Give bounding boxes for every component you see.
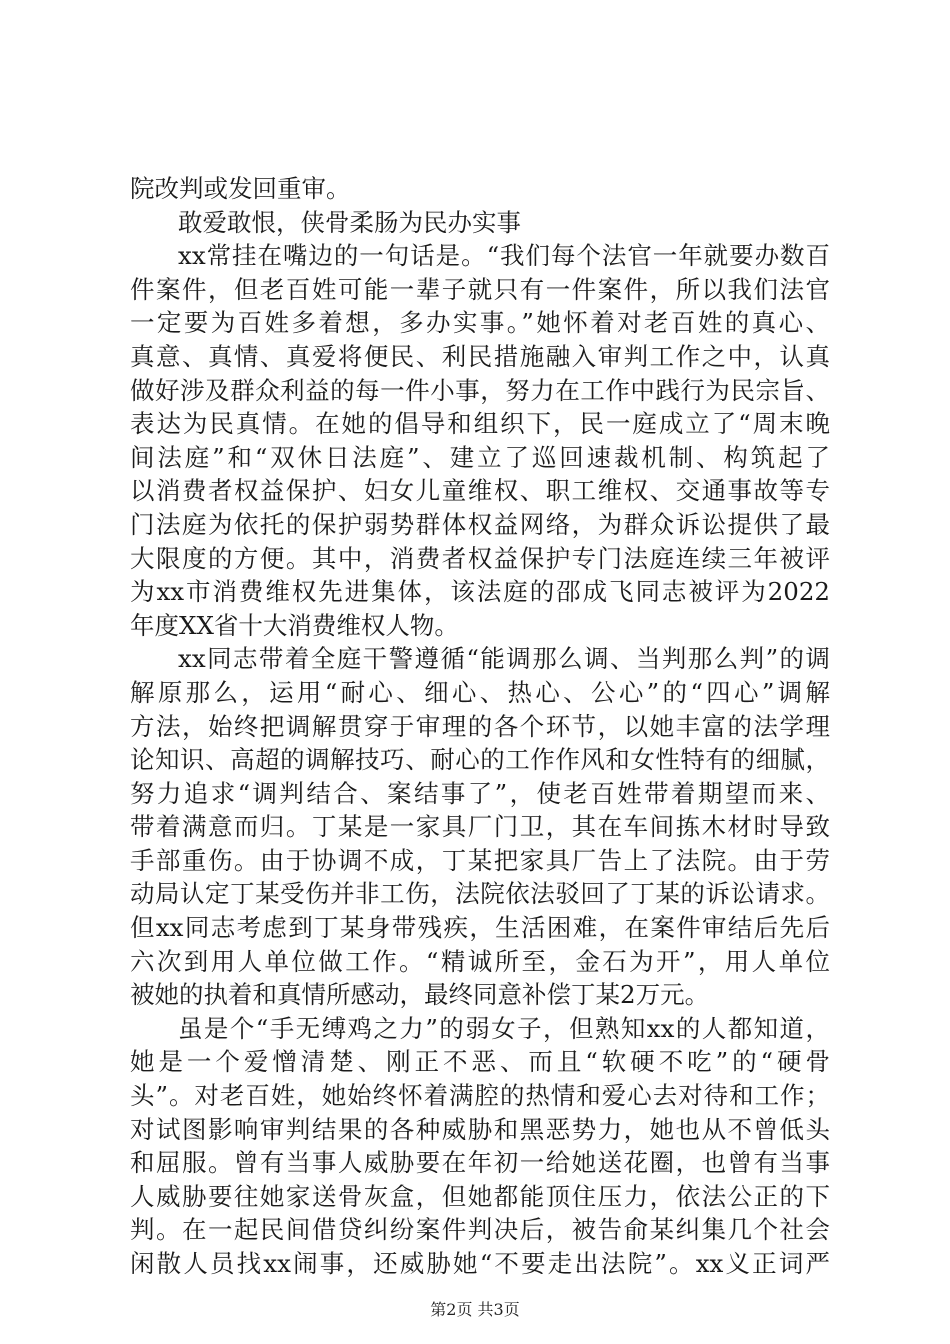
text-line: 她是一个爱憎清楚、刚正不恶、而且“软硬不吃”的“硬骨 xyxy=(130,1047,830,1077)
text-line: 院改判或发回重审。 xyxy=(130,174,351,203)
text-line: 但xx同志考虑到丁某身带残疾，生活困难，在案件审结后先后 xyxy=(130,913,830,943)
text-line: 真意、真情、真爱将便民、利民措施融入审判工作之中，认真 xyxy=(130,341,830,371)
text-line: 大限度的方便。其中，消费者权益保护专门法庭连续三年被评 xyxy=(130,543,830,573)
document-body xyxy=(130,172,830,1281)
text-line: 做好涉及群众利益的每一件小事，努力在工作中践行为民宗旨、 xyxy=(130,375,830,405)
text-line: 和屈服。曾有当事人威胁要在年初一给她送花圈，也曾有当事 xyxy=(130,1148,830,1178)
text-line: 手部重伤。由于协调不成，丁某把家具厂告上了法院。由于劳 xyxy=(130,845,830,875)
text-line: xx同志带着全庭干警遵循“能调那么调、当判那么判”的调 xyxy=(178,644,830,674)
text-line: 闲散人员找xx闹事，还威胁她“不要走出法院”。xx义正词严 xyxy=(130,1249,830,1278)
text-line: 以消费者权益保护、妇女儿童维权、职工维权、交通事故等专 xyxy=(130,476,830,506)
text-line: 为xx市消费维权先进集体，该法庭的邵成飞同志被评为2022 xyxy=(130,577,830,607)
text-line: 论知识、高超的调解技巧、耐心的工作作风和女性特有的细腻， xyxy=(130,745,830,775)
text-line: 对试图影响审判结果的各种威胁和黑恶势力，她也从不曾低头 xyxy=(130,1114,830,1144)
section-heading: 敢爱敢恨，侠骨柔肠为民办实事 xyxy=(178,207,521,237)
text-line: 动局认定丁某受伤并非工伤，法院依法驳回了丁某的诉讼请求。 xyxy=(130,879,830,909)
text-line: 门法庭为依托的保护弱势群体权益网络，为群众诉讼提供了最 xyxy=(130,509,830,539)
text-line: 一定要为百姓多着想，多办实事。”她怀着对老百姓的真心、 xyxy=(130,308,830,338)
text-line: 带着满意而归。丁某是一家具厂门卫，其在车间拣木材时导致 xyxy=(130,812,830,842)
text-line: 件案件，但老百姓可能一辈子就只有一件案件，所以我们法官 xyxy=(130,274,830,304)
text-line: 间法庭”和“双休日法庭”、建立了巡回速裁机制、构筑起了 xyxy=(130,442,830,472)
text-line: 年度XX省十大消费维权人物。 xyxy=(130,610,459,640)
text-line: 方法，始终把调解贯穿于审理的各个环节，以她丰富的法学理 xyxy=(130,711,830,741)
text-line: 判。在一起民间借贷纠纷案件判决后，被告俞某纠集几个社会 xyxy=(130,1215,830,1245)
text-line: 头”。对老百姓，她始终怀着满腔的热情和爱心去对待和工作； xyxy=(130,1081,830,1111)
text-line: 努力追求“调判结合、案结事了”，使老百姓带着期望而来、 xyxy=(130,778,830,808)
text-line: 人威胁要往她家送骨灰盒，但她都能顶住压力，依法公正的下 xyxy=(130,1181,830,1211)
text-line: 六次到用人单位做工作。“精诚所至，金石为开”，用人单位 xyxy=(130,946,830,976)
text-line: 虽是个“手无缚鸡之力”的弱女子，但熟知xx的人都知道， xyxy=(178,1013,830,1043)
page-number-footer: 第2页 共3页 xyxy=(430,1300,520,1319)
text-line: 表达为民真情。在她的倡导和组织下，民一庭成立了“周末晚 xyxy=(130,409,830,439)
text-line: 解原那么，运用“耐心、细心、热心、公心”的“四心”调解 xyxy=(130,677,830,707)
text-line: xx常挂在嘴边的一句话是。“我们每个法官一年就要办数百 xyxy=(178,241,830,271)
text-line: 被她的执着和真情所感动，最终同意补偿丁某2万元。 xyxy=(130,980,710,1010)
